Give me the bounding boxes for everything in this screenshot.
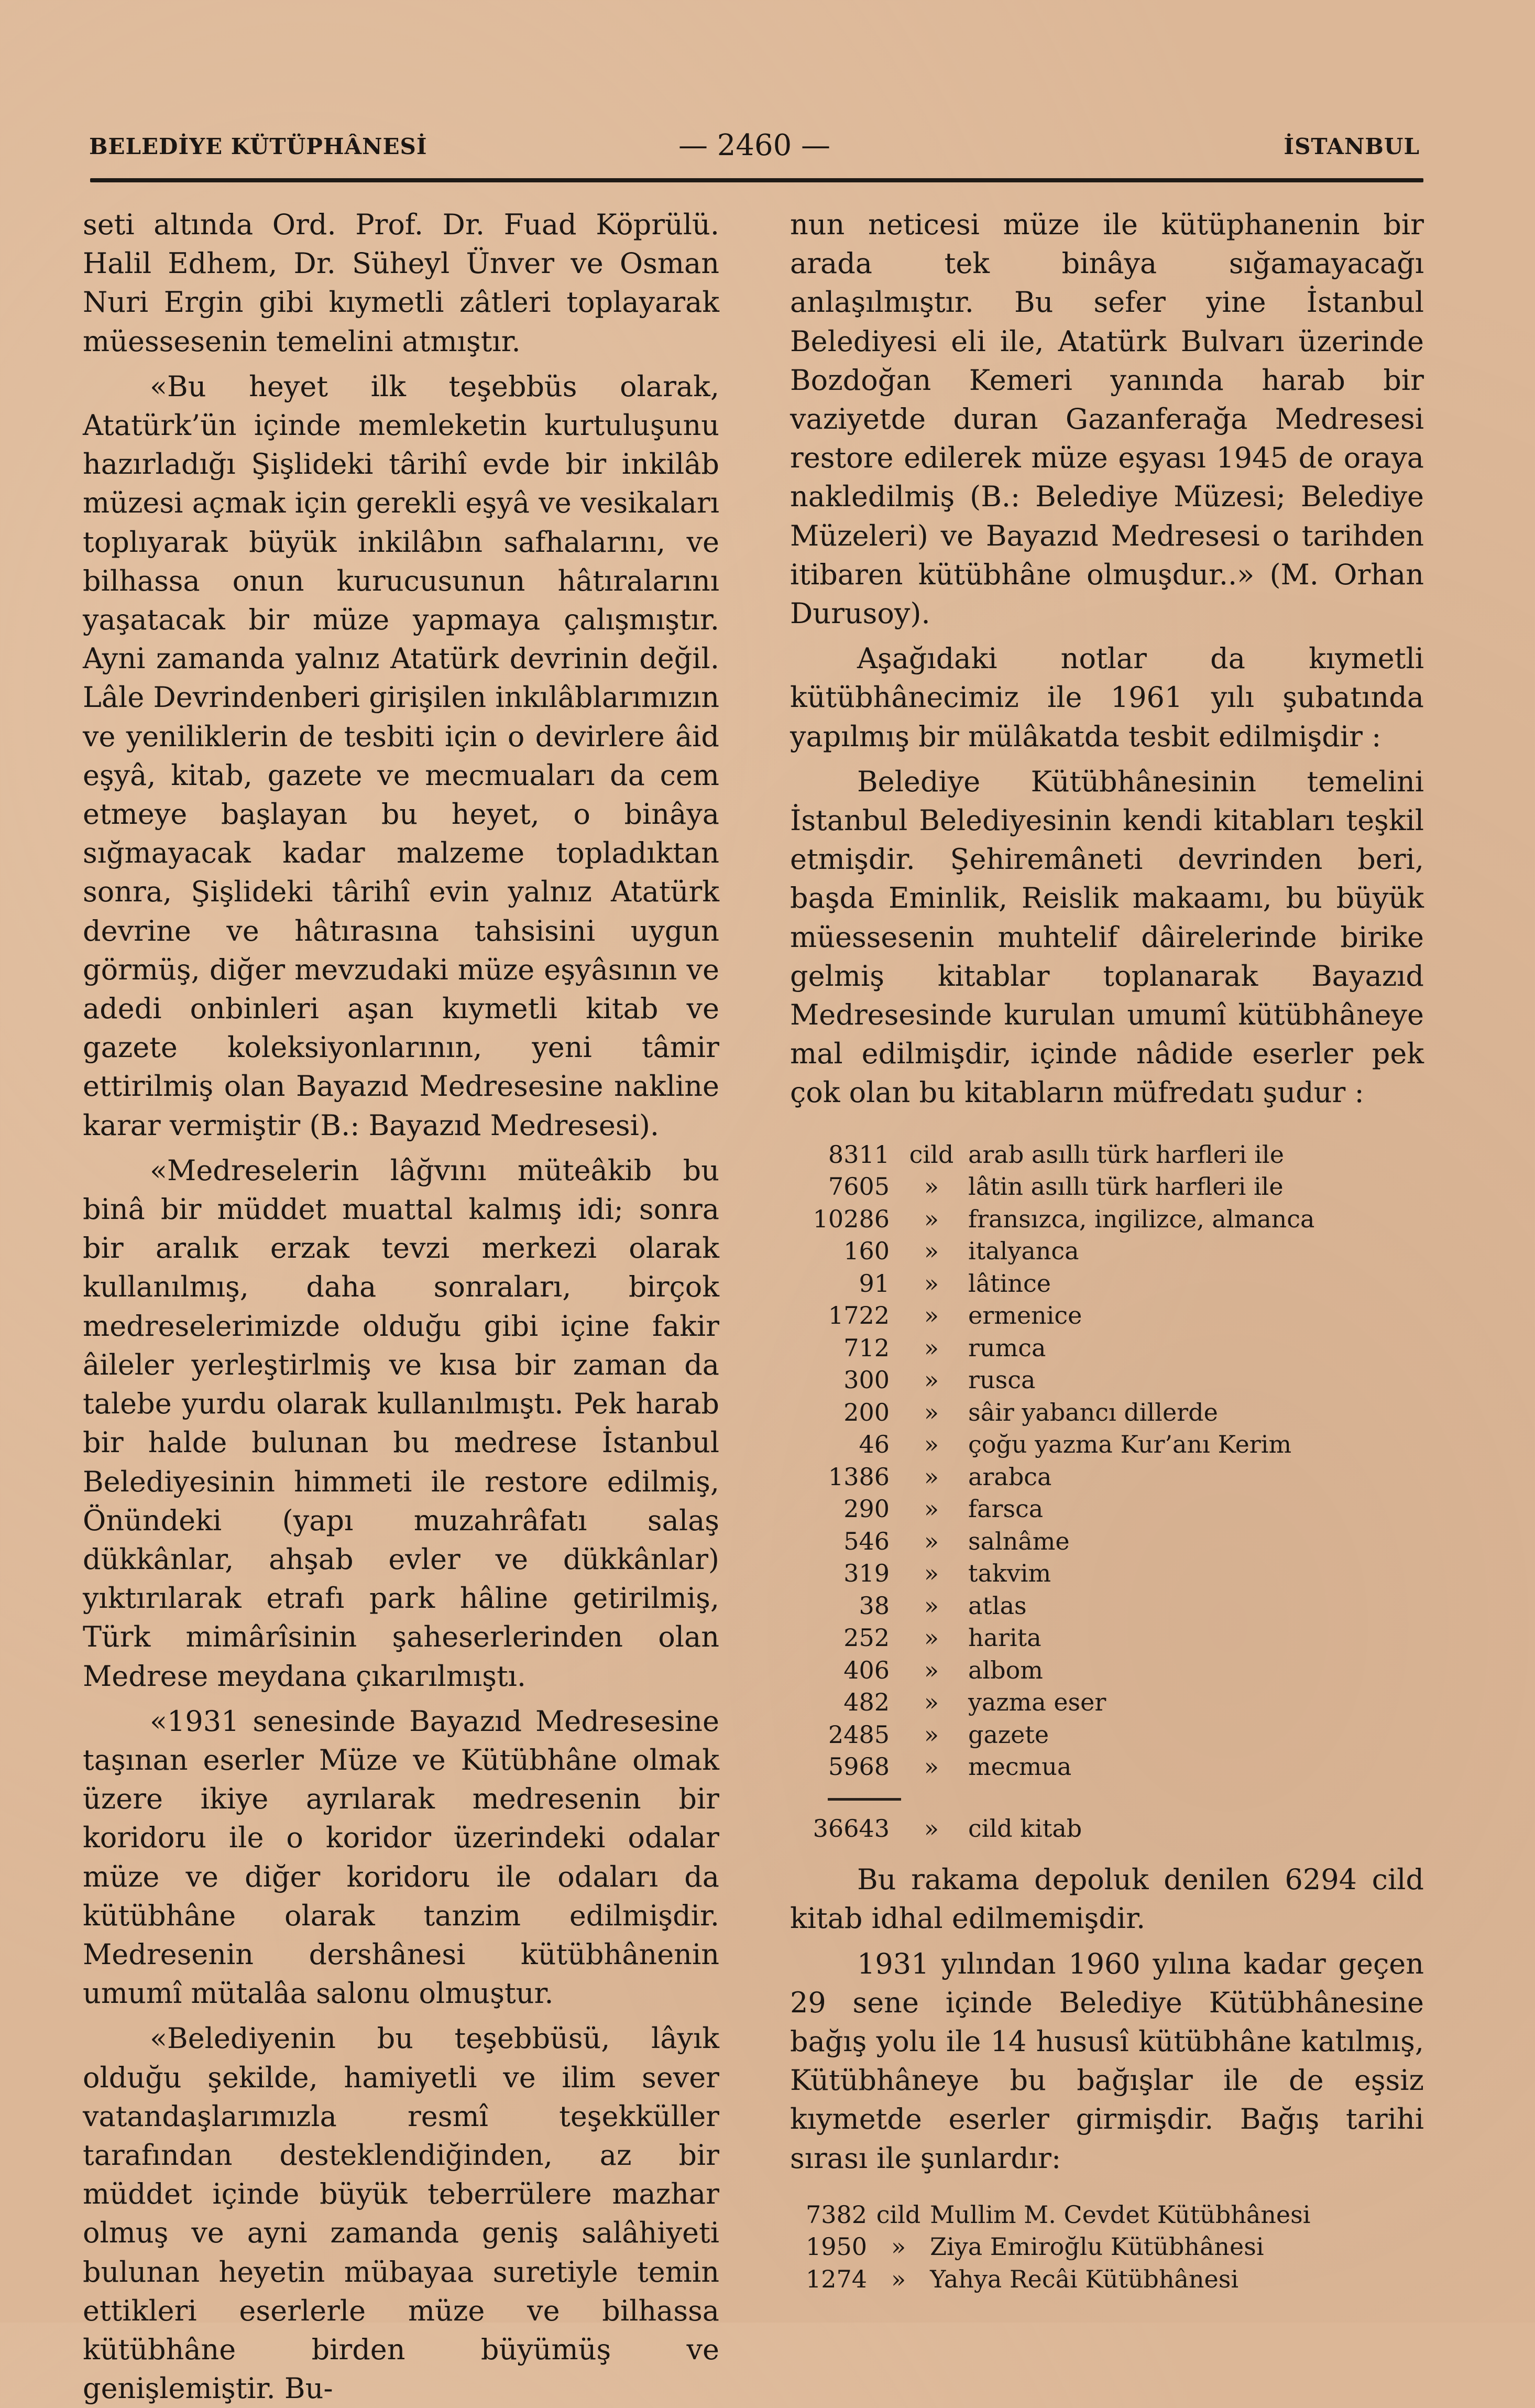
list-item: 712 » rumca [843,1333,1046,1362]
header-rule [90,178,1423,182]
list-item: 290 » farsca [843,1495,1044,1523]
page-number: — 2460 — [678,128,831,162]
paragraph: «Belediyenin bu teşebbüsü, lâyık olduğu şekilde, hamiyetli ve ilim sever vatandaşlarımızla resmî teşekküller tarafından desteklendiğinden, az bir müddet içinde büyük teberrülere mazhar olmuş ve ayni zamanda geniş salâhiyeti bulunan heyetin mübayaa suretiyle temin ettikleri eserlerle müze ve bilhassa kütübhâne birden büyümüş ve genişlemiştir. Bu- [83,2022,719,2405]
list-item: 2485 » gazete [828,1720,1049,1749]
paragraph: «Medreselerin lâğvını müteâkib bu binâ bir müddet muattal kalmış idi; sonra bir aralık erzak tevzi merkezi olarak kullanılmış, daha sonraları, birçok medreselerimizde olduğu gibi içine fakir âileler yerleştirlmiş ve kısa bir zaman da talebe yurdu olarak kullanılmıştı. Pek harab bir halde bulunan bu medrese İstanbul Belediyesinin himmeti ile restore edilmiş, Önündeki (yapı muzahrâfatı salaş dükkânlar, ahşab evler ve dükkânlar) yıktırılarak etrafı park hâline getirilmiş, Türk mimârîsinin şaheserlerinden olan Medrese meydana çıkarılmıştı. [83,1153,719,1693]
paragraph: seti altında Ord. Prof. Dr. Fuad Köprülü. Halil Edhem, Dr. Süheyl Ünver ve Osman Nuri Ergin gibi kıymetli zâtleri toplayarak müessesenin temelini atmıştır. [83,208,719,358]
running-header [84,128,1425,165]
list-item: 252 » harita [843,1624,1041,1652]
list-item: 91 » lâtince [859,1269,1051,1298]
list-item: 7382 cild Mullim M. Cevdet Kütübhânesi [806,2200,1311,2229]
list-item: 8311 cild arab asıllı türk harfleri ile [828,1140,1284,1169]
donations-list [790,2199,1424,2296]
list-item: 546 » salnâme [843,1527,1070,1555]
list-item: 1274 » Yahya Recâi Kütübhânesi [806,2264,1239,2293]
list-item: 7605 » lâtin asıllı türk harfleri ile [828,1172,1284,1201]
paragraph: Belediye Kütübhânesinin temelini İstanbul Belediyesinin kendi kitabları teşkil etmişdir. Şehiremâneti devrinden beri, başda Eminlik, Reislik makaamı, bu büyük müessesenin muhtelif dâirelerinde birike gelmiş kitablar toplanarak Bayazıd Medresesinde kurulan umumî kütübhâneye mal edilmişdir, içinde nâdide eserler pek çok olan bu kitabların müfredatı şudur : [790,765,1424,1109]
paragraph: «Bu heyet ilk teşebbüs olarak, Atatürk’ün içinde memleketin kurtuluşunu hazırladığı Şişlideki târihî evde bir inkilâb müzesi açmak için gerekli eşyâ ve vesikaları toplıyarak büyük inkilâbın safhalarını, ve bilhassa onun kurucusunun hâtıralarını yaşatacak bir müze yapmaya çalışmıştır. Ayni zamanda yalnız Atatürk devrinin değil. Lâle Devrindenberi girişilen inkılâblarımızın ve yeniliklerin de tesbiti için o devirlere âid eşyâ, kitab, gazete ve mecmuaları da cem etmeye başlayan bu heyet, o binâya sığmayacak kadar malzeme topladıktan sonra, Şişlideki târihî evin yalnız Atatürk devrine ve hâtırasına tahsisini uygun görmüş, diğer mevzudaki müze eşyâsının ve adedi onbinleri aşan kıymetli kitab ve gazete koleksiyonlarının, yeni tâmir ettirilmiş olan Bayazıd Medresesine nakline karar vermiştir (B.: Bayazıd Medresesi). [83,369,719,1142]
list-item: 1386 » arabca [828,1462,1052,1491]
list-item: 319 » takvim [843,1559,1051,1588]
paragraph: 1931 yılından 1960 yılına kadar geçen 29 sene içinde Belediye Kütübhânesine bağış yolu ile 14 hususî kütübhâne katılmış, Kütübhâneye bu bağışlar ile de eşsiz kıymetde eserler girmişdir. Bağış tarihi sırası ile şunlardır: [790,1947,1424,2175]
list-item: 300 » rusca [843,1366,1036,1394]
list-item: 160 » italyanca [843,1237,1079,1266]
sum-rule [828,1798,901,1801]
paragraph: «1931 senesinde Bayazıd Medresesine taşınan eserler Müze ve Kütübhâne olmak üzere ikiye ayrılarak medresenin bir koridoru ile o koridor üzerindeki odalar müze ve diğer koridoru ile odaları da kütübhâne olarak tanzim edilmişdir. Medresenin dershânesi kütübhânenin umumî mütalâa salonu olmuştur. [83,1704,719,2010]
collection-list [790,1139,1424,1845]
list-total: 36643 » cild kitab [813,1814,1082,1843]
left-column [83,205,719,2408]
sum-rule-row [790,1783,1424,1813]
list-item: 482 » yazma eser [843,1688,1106,1717]
paragraph: nun neticesi müze ile kütüphanenin bir arada tek binâya sığamayacağı anlaşılmıştır. Bu sefer yine İstanbul Belediyesi eli ile, Atatürk Bulvarı üzerinde Bozdoğan Kemeri yanında harab bir vaziyetde duran Gazanferağa Medresesi restore edilerek müze eşyası 1945 de oraya nakledilmiş (B.: Belediye Müzesi; Belediye Müzeleri) ve Bayazıd Medresesi o tarihden itibaren kütübhâne olmuşdur..» (M. Orhan Durusoy). [790,208,1424,630]
list-item: 5968 » mecmua [828,1752,1072,1781]
list-item: 10286 » fransızca, ingilizce, almanca [813,1204,1315,1233]
list-item: 200 » sâir yabancı dillerde [843,1398,1218,1426]
list-item: 406 » albom [843,1655,1043,1684]
list-item: 46 » çoğu yazma Kur’anı Kerim [859,1430,1292,1459]
header-publication-title: BELEDİYE KÜTÜPHÂNESİ [89,134,427,159]
paragraph: Bu rakama depoluk denilen 6294 cild kitab idhal edilmemişdir. [790,1863,1424,1935]
right-column [790,205,1424,2295]
list-item: 38 » atlas [859,1591,1027,1620]
list-item: 1950 » Ziya Emiroğlu Kütübhânesi [806,2232,1264,2261]
list-item: 1722 » ermenice [828,1301,1082,1330]
paragraph: Aşağıdaki notlar da kıymetli kütübhânecimiz ile 1961 yılı şubatında yapılmış bir mülâkatda tesbit edilmişdir : [790,642,1424,753]
header-section-title: İSTANBUL [1284,134,1420,159]
